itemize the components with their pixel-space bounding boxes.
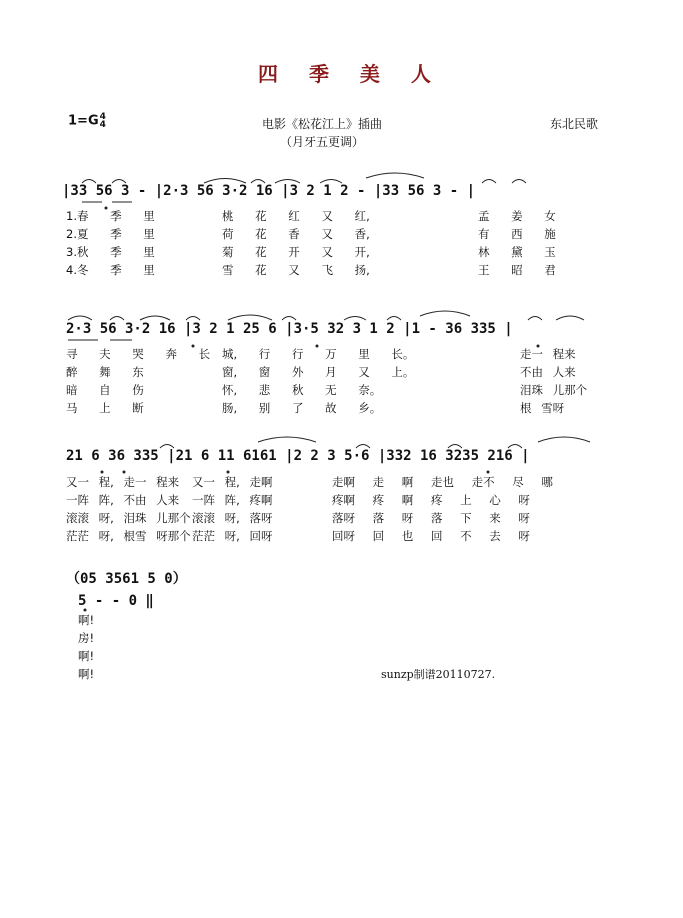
lyric-row-1-verse-2-a: 2.夏 季 里 — [66, 227, 155, 241]
lyric-row-2-verse-1-a: 寻 夫 哭 奔 长 — [66, 347, 211, 361]
lyric-row-4-verse-3: 啊! — [78, 649, 95, 663]
subtitle: 电影《松花江上》插曲 — [262, 117, 383, 131]
lyric-row-1-verse-1-c: 孟 姜 女 — [478, 209, 556, 223]
intro-notation: （05 3561 5 0） — [66, 571, 187, 587]
lyric-row-2-verse-1-c: 走一 程来 — [520, 347, 576, 361]
lyric-row-2-verse-1-b: 城, 行 行 万 里 长。 — [222, 347, 415, 361]
lyric-row-3-verse-3-b: 滚滚 呀, 落呀 — [192, 511, 273, 525]
lyric-row-1-verse-2-b: 荷 花 香 又 香, — [222, 227, 370, 241]
notation-row-4: 5 - - 0 ‖ — [78, 593, 154, 609]
lyric-row-1-verse-3-b: 菊 花 开 又 开, — [222, 245, 370, 259]
lyric-row-2-verse-2-b: 窗, 窗 外 月 又 上。 — [222, 365, 415, 379]
lyric-row-1-verse-2-c: 有 西 施 — [478, 227, 556, 241]
lyric-row-3-verse-4-a: 茫茫 呀, 根雪 呀那个 — [66, 529, 191, 543]
lyric-row-3-verse-1-b: 又一 程, 走啊 — [192, 475, 273, 489]
lyric-row-1-verse-3-a: 3.秋 季 里 — [66, 245, 155, 259]
transcriber-credit: sunzp制谱20110727. — [381, 668, 496, 681]
source-label: 东北民歌 — [550, 117, 599, 131]
lyric-row-3-verse-3-c: 落呀 落 呀 落 下 来 呀 — [332, 511, 530, 525]
score-title: 四 季 美 人 — [258, 62, 443, 86]
time-sig-top: 4 — [99, 112, 106, 122]
lyric-row-2-verse-3-c: 泪珠 儿那个 — [520, 383, 588, 397]
lyric-row-1-verse-1-a: 1.春 季 里 — [66, 209, 155, 223]
notation-row-1: |33 56 3 - |2·3 56 3·2 16 |3 2 1 2 - |33 56 3 - | — [62, 183, 476, 199]
lyric-row-1-verse-4-a: 4.冬 季 里 — [66, 263, 155, 277]
lyric-row-3-verse-1-a: 又一 程, 走一 程来 — [66, 475, 180, 489]
lyric-row-4-verse-4: 啊! — [78, 667, 95, 681]
tune-note: （月牙五更调） — [280, 135, 365, 149]
lyric-row-4-verse-2: 房! — [78, 631, 95, 645]
lyric-row-2-verse-3-b: 怀, 悲 秋 无 奈。 — [222, 383, 382, 397]
lyric-row-2-verse-2-c: 不由 人来 — [520, 365, 576, 379]
notation-row-2: 2·3 56 3·2 16 |3 2 1 25 6 |3·5 32 3 1 2 |1 - 36 335 | — [66, 321, 513, 337]
lyric-row-2-verse-4-b: 肠, 别 了 故 乡。 — [222, 401, 382, 415]
lyric-row-4-verse-1: 啊! — [78, 613, 95, 627]
lyric-row-2-verse-4-c: 根 雪呀 — [520, 401, 565, 415]
lyric-row-3-verse-3-a: 滚滚 呀, 泪珠 儿那个 — [66, 511, 191, 525]
lyric-row-1-verse-3-c: 林 黛 玉 — [478, 245, 556, 259]
lyric-row-1-verse-4-c: 王 昭 君 — [478, 263, 556, 277]
lyric-row-1-verse-1-b: 桃 花 红 又 红, — [222, 209, 370, 223]
time-sig-bottom: 4 — [99, 120, 106, 130]
notation-row-3: 21 6 36 335 |21 6 11 6161 |2 2 3 5·6 |332 16 3235 216 | — [66, 448, 530, 464]
lyric-row-3-verse-2-b: 一阵 阵, 疼啊 — [192, 493, 273, 507]
lyric-row-3-verse-1-c: 走啊 走 啊 走也 走不 尽 哪 — [332, 475, 553, 489]
lyric-row-3-verse-2-c: 疼啊 疼 啊 疼 上 心 呀 — [332, 493, 530, 507]
lyric-row-3-verse-2-a: 一阵 阵, 不由 人来 — [66, 493, 180, 507]
lyric-row-2-verse-3-a: 暗 自 伤 — [66, 383, 144, 397]
lyric-row-2-verse-4-a: 马 上 断 — [66, 401, 144, 415]
key-label: 1=G — [68, 113, 99, 129]
lyric-row-2-verse-2-a: 醉 舞 东 — [66, 365, 144, 379]
lyric-row-3-verse-4-c: 回呀 回 也 回 不 去 呀 — [332, 529, 530, 543]
lyric-row-1-verse-4-b: 雪 花 又 飞 扬, — [222, 263, 370, 277]
lyric-row-3-verse-4-b: 茫茫 呀, 回呀 — [192, 529, 273, 543]
